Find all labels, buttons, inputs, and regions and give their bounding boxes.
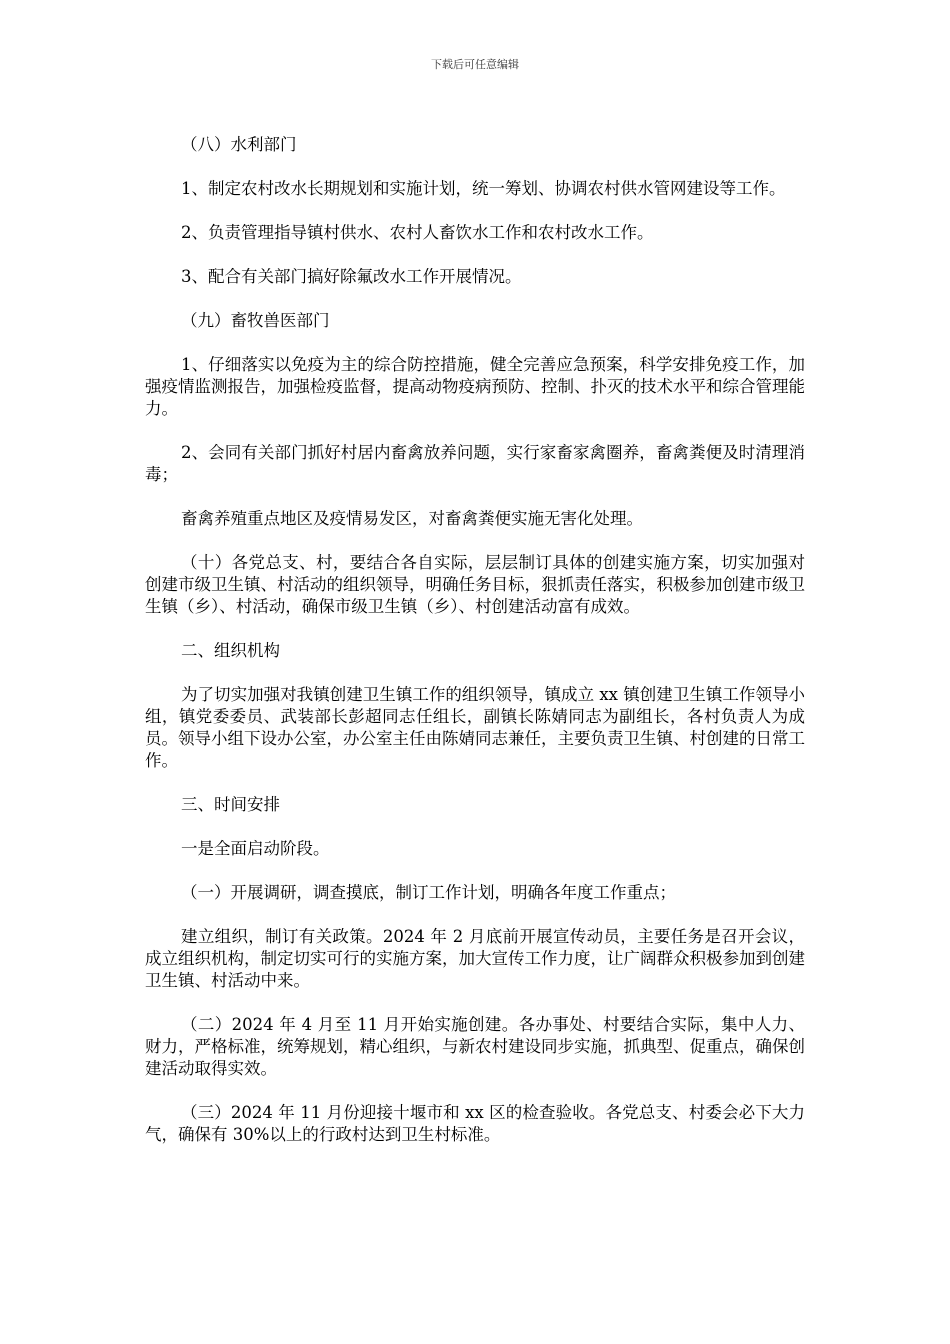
paragraph: 1、制定农村改水长期规划和实施计划，统一筹划、协调农村供水管网建设等工作。 [181, 179, 786, 198]
section-heading-schedule: 三、时间安排 [181, 795, 280, 814]
paragraph: 1、仔细落实以免疫为主的综合防控措施，健全完善应急预案，科学安排免疫工作，加强疫情监测报告，加强检疫监督，提高动物疫病预防、控制、扑灭的技术水平和综合管理能力。 [145, 355, 805, 418]
document-body [145, 134, 805, 1168]
paragraph: 畜禽养殖重点地区及疫情易发区，对畜禽粪便实施无害化处理。 [181, 509, 643, 528]
section-heading-water: （八）水利部门 [181, 135, 297, 154]
page-header: 下载后可任意编辑 [431, 58, 519, 71]
paragraph: （十）各党总支、村，要结合各自实际，层层制订具体的创建实施方案，切实加强对创建市级卫生镇、村活动的组织领导，明确任务目标，狠抓责任落实，积极参加创建市级卫生镇（乡）、村活动，确保市级卫生镇（乡）、村创建活动富有成效。 [145, 553, 805, 616]
paragraph: （三）2024 年 11 月份迎接十堰市和 xx 区的检查验收。各党总支、村委会必下大力气，确保有 30%以上的行政村达到卫生村标准。 [145, 1103, 805, 1144]
paragraph: 建立组织，制订有关政策。2024 年 2 月底前开展宣传动员，主要任务是召开会议，成立组织机构，制定切实可行的实施方案，加大宣传工作力度，让广阔群众积极参加到创建卫生镇、村活动中来。 [145, 927, 805, 990]
section-heading-veterinary: （九）畜牧兽医部门 [181, 311, 330, 330]
paragraph: 为了切实加强对我镇创建卫生镇工作的组织领导，镇成立 xx 镇创建卫生镇工作领导小组，镇党委委员、武装部长彭超同志任组长，副镇长陈婧同志为副组长，各村负责人为成员。领导小组下设办公室，办公室主任由陈婧同志兼任，主要负责卫生镇、村创建的日常工作。 [145, 685, 805, 770]
section-heading-organization: 二、组织机构 [181, 641, 280, 660]
paragraph: （一）开展调研，调查摸底，制订工作计划，明确各年度工作重点； [181, 883, 676, 902]
paragraph: （二）2024 年 4 月至 11 月开始实施创建。各办事处、村要结合实际，集中人力、财力，严格标准，统筹规划，精心组织，与新农村建设同步实施，抓典型、促重点，确保创建活动取得实效。 [145, 1015, 805, 1078]
paragraph: 一是全面启动阶段。 [181, 839, 330, 858]
paragraph: 3、配合有关部门搞好除氟改水工作开展情况。 [181, 267, 522, 286]
paragraph: 2、负责管理指导镇村供水、农村人畜饮水工作和农村改水工作。 [181, 223, 654, 242]
paragraph: 2、会同有关部门抓好村居内畜禽放养问题，实行家畜家禽圈养，畜禽粪便及时清理消毒； [145, 443, 805, 484]
